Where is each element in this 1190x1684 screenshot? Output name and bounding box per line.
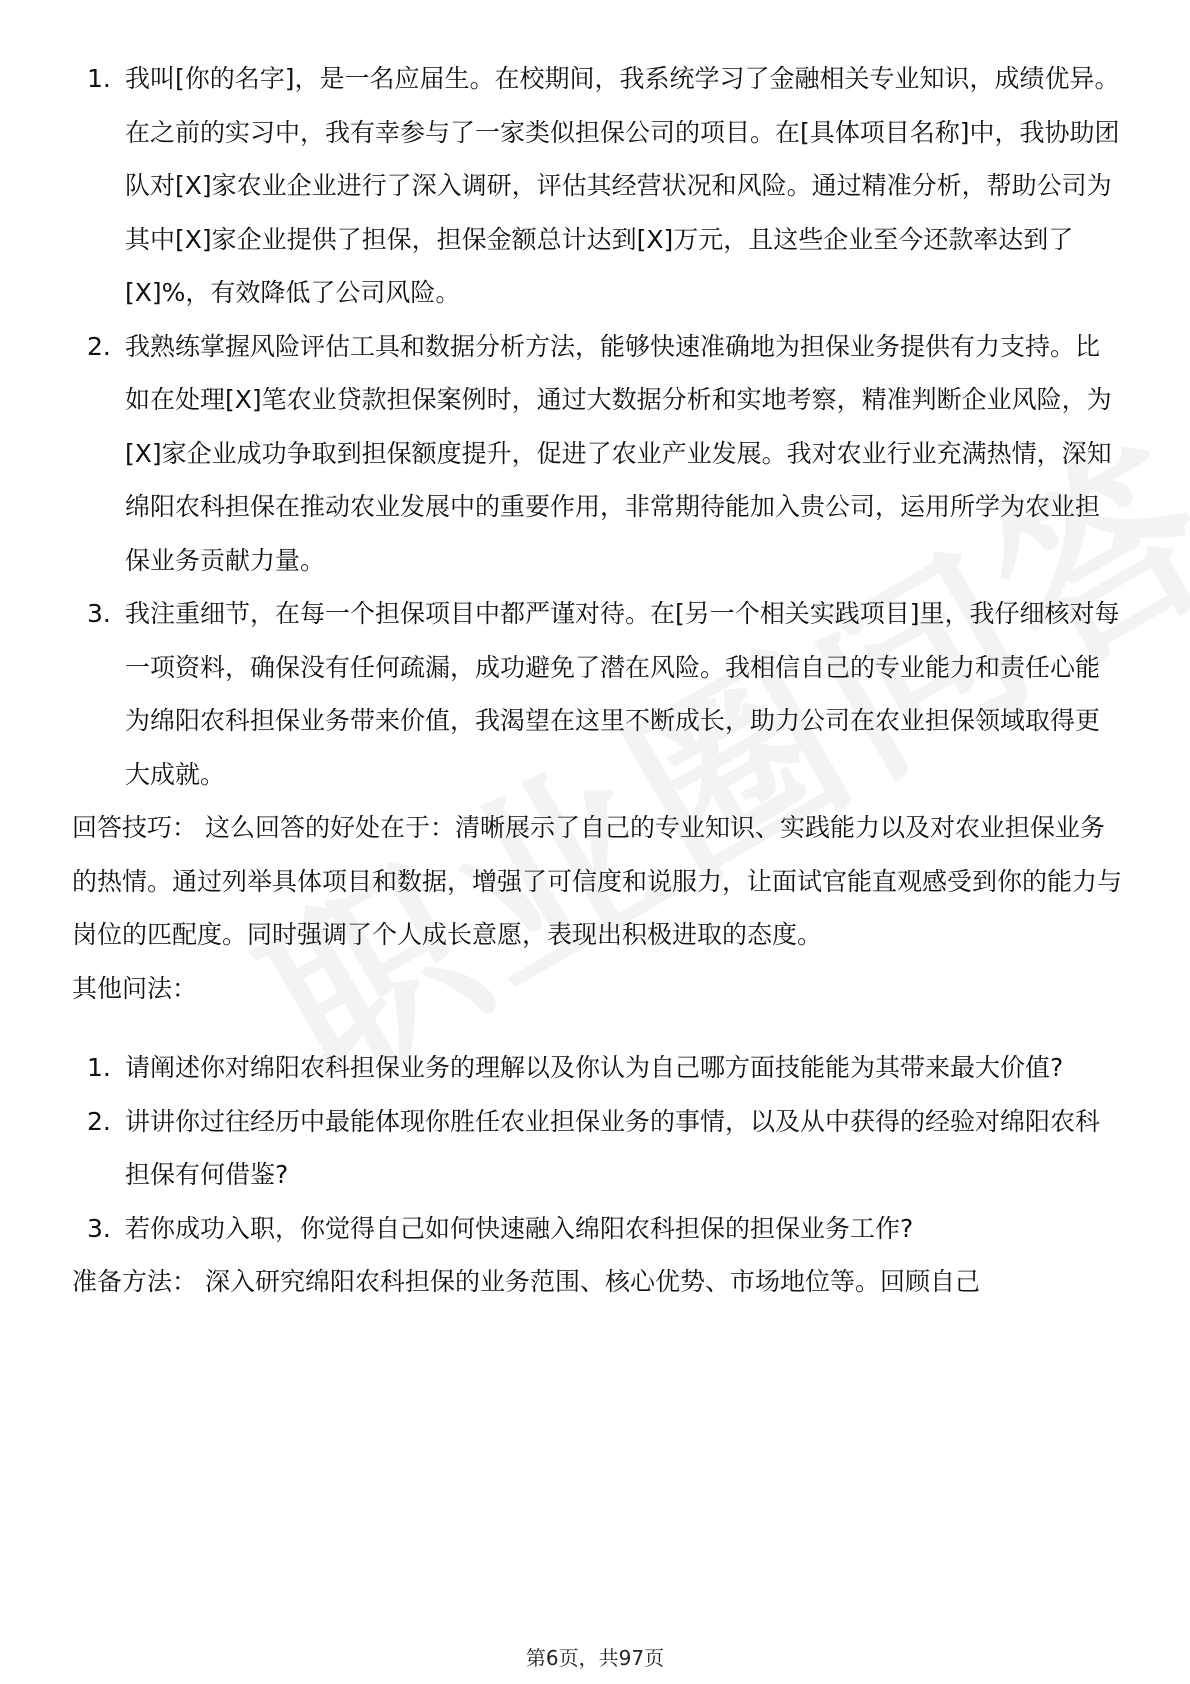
list-number: 2. bbox=[87, 331, 111, 361]
list-number: 2. bbox=[87, 1106, 111, 1136]
list-item bbox=[72, 1095, 1122, 1202]
other-questions-list bbox=[72, 1041, 1122, 1255]
preparation-paragraph: 准备方法： 深入研究绵阳农科担保的业务范围、核心优势、市场地位等。回顾自己 bbox=[72, 1267, 980, 1296]
list-item-text: 我熟练掌握风险评估工具和数据分析方法，能够快速准确地为担保业务提供有力支持。比如在处理[X]笔农业贷款担保案例时，通过大数据分析和实地考察，精准判断企业风险，为[X]家企业成功争取到担保额度提升，促进了农业产业发展。我对农业行业充满热情，深知绵阳农科担保在推动农业发展中的重要作用，非常期待能加入贵公司，运用所学为农业担保业务贡献力量。 bbox=[125, 331, 1112, 575]
answer-tips-paragraph: 回答技巧： 这么回答的好处在于：清晰展示了自己的专业知识、实践能力以及对农业担保业务的热情。通过列举具体项目和数据，增强了可信度和说服力，让面试官能直观感受到你的能力与岗位的匹配度。同时强调了个人成长意愿，表现出积极进取的态度。 bbox=[72, 813, 1123, 949]
list-item bbox=[72, 1041, 1122, 1095]
list-number: 3. bbox=[87, 1213, 111, 1243]
list-item-text: 讲讲你过往经历中最能体现你胜任农业担保业务的事情，以及从中获得的经验对绵阳农科担保有何借鉴? bbox=[125, 1106, 1101, 1189]
list-item-text: 若你成功入职，你觉得自己如何快速融入绵阳农科担保的担保业务工作? bbox=[125, 1213, 914, 1243]
document-page bbox=[72, 52, 1122, 1309]
list-item bbox=[72, 320, 1122, 588]
list-item-text: 我叫[你的名字]，是一名应届生。在校期间，我系统学习了金融相关专业知识，成绩优异。在之前的实习中，我有幸参与了一家类似担保公司的项目。在[具体项目名称]中，我协助团队对[X]家农业企业进行了深入调研，评估其经营状况和风险。通过精准分析，帮助公司为其中[X]家企业提供了担保，担保金额总计达到[X]万元，且这些企业至今还款率达到了[X]%，有效降低了公司风险。 bbox=[125, 64, 1120, 307]
page-number: 第6页，共97页 bbox=[525, 1646, 665, 1670]
list-number: 1. bbox=[87, 64, 111, 93]
other-questions-heading: 其他问法： bbox=[72, 973, 198, 1003]
answer-list bbox=[72, 52, 1122, 801]
list-number: 3. bbox=[87, 599, 111, 628]
list-item bbox=[72, 52, 1122, 320]
list-item-text: 请阐述你对绵阳农科担保业务的理解以及你认为自己哪方面技能能为其带来最大价值? bbox=[125, 1053, 1064, 1082]
list-item bbox=[72, 587, 1122, 801]
list-number: 1. bbox=[87, 1053, 111, 1082]
list-item bbox=[72, 1202, 1122, 1256]
list-item-text: 我注重细节，在每一个担保项目中都严谨对待。在[另一个相关实践项目]里，我仔细核对每一项资料，确保没有任何疏漏，成功避免了潜在风险。我相信自己的专业能力和责任心能为绵阳农科担保业务带来价值，我渴望在这里不断成长，助力公司在农业担保领域取得更大成就。 bbox=[125, 599, 1120, 789]
